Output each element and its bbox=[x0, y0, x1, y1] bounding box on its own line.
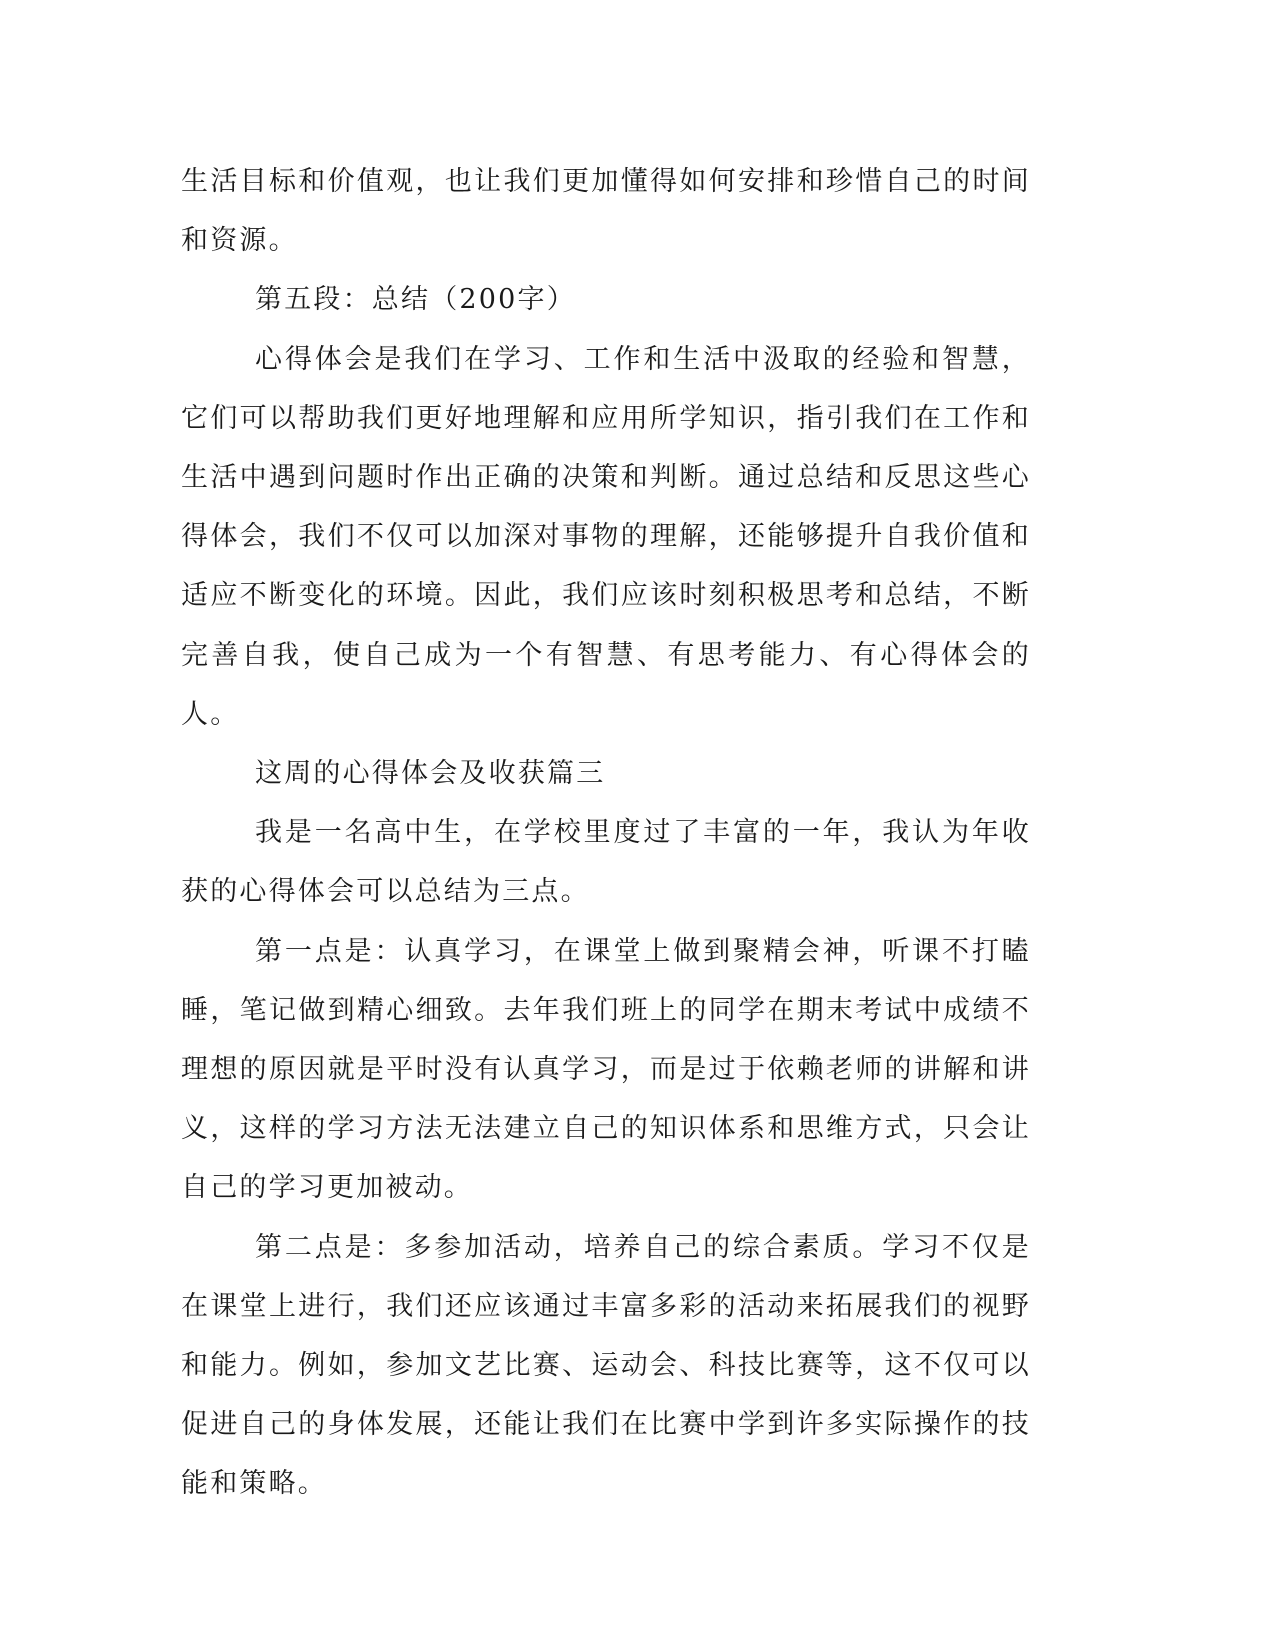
paragraph-point-two: 第二点是：多参加活动，培养自己的综合素质。学习不仅是在课堂上进行，我们还应该通过丰富多彩的活动来拓展我们的视野和能力。例如，参加文艺比赛、运动会、科技比赛等，这不仅可以促进自己的身体发展，还能让我们在比赛中学到许多实际操作的技能和策略。 bbox=[181, 1231, 1031, 1500]
paragraph-point-one: 第一点是：认真学习，在课堂上做到聚精会神，听课不打瞌睡，笔记做到精心细致。去年我们班上的同学在期末考试中成绩不理想的原因就是平时没有认真学习，而是过于依赖老师的讲解和讲义，这样的学习方法无法建立自己的知识体系和思维方式，只会让自己的学习更加被动。 bbox=[181, 935, 1031, 1204]
document-body bbox=[181, 152, 1031, 1514]
paragraph-intro: 我是一名高中生，在学校里度过了丰富的一年，我认为年收获的心得体会可以总结为三点。 bbox=[181, 817, 1031, 908]
article-heading: 这周的心得体会及收获篇三 bbox=[255, 758, 606, 790]
paragraph-continuation: 生活目标和价值观，也让我们更加懂得如何安排和珍惜自己的时间和资源。 bbox=[181, 166, 1031, 257]
section-heading-summary: 第五段：总结（200字） bbox=[255, 284, 576, 316]
paragraph-summary: 心得体会是我们在学习、工作和生活中汲取的经验和智慧，它们可以帮助我们更好地理解和应用所学知识，指引我们在工作和生活中遇到问题时作出正确的决策和判断。通过总结和反思这些心得体会，我们不仅可以加深对事物的理解，还能够提升自我价值和适应不断变化的环境。因此，我们应该时刻积极思考和总结，不断完善自我，使自己成为一个有智慧、有思考能力、有心得体会的人。 bbox=[181, 343, 1031, 730]
